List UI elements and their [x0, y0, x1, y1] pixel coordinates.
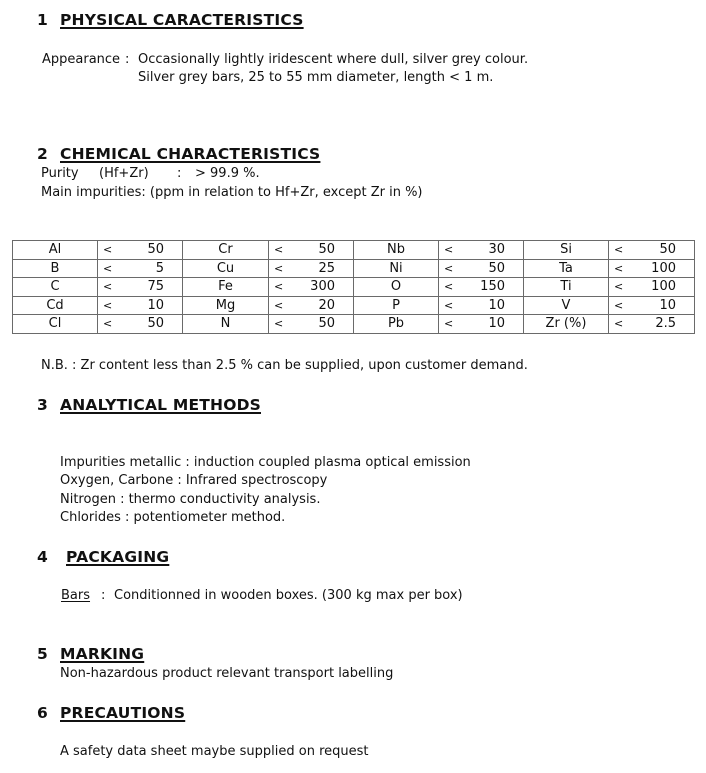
packaging-item-text: Conditionned in wooden boxes. (300 kg max per box) [114, 588, 463, 603]
precautions-text: A safety data sheet maybe supplied on request [60, 744, 369, 759]
element-cell: Nb [354, 241, 439, 260]
operator-cell: < [98, 241, 124, 260]
operator-cell: < [609, 278, 635, 297]
section-heading-analytical [37, 396, 261, 414]
section-title: ANALYTICAL METHODS [60, 396, 261, 414]
value-cell: 30 [465, 241, 524, 260]
operator-cell: < [609, 296, 635, 315]
section-number: 3 [37, 396, 48, 414]
value-cell: 10 [465, 296, 524, 315]
section-number: 6 [37, 704, 48, 722]
operator-cell: < [269, 296, 295, 315]
element-cell: Cl [13, 315, 98, 334]
section-number: 5 [37, 645, 48, 663]
operator-cell: < [98, 315, 124, 334]
section-heading-chemical [37, 145, 320, 163]
element-cell: Cr [183, 241, 269, 260]
operator-cell: < [609, 241, 635, 260]
appearance-colon: : [125, 52, 130, 67]
method-line-3: Nitrogen : thermo conductivity analysis. [60, 492, 321, 507]
operator-cell: < [98, 296, 124, 315]
value-cell: 50 [295, 241, 354, 260]
value-cell: 20 [295, 296, 354, 315]
operator-cell: < [609, 259, 635, 278]
purity-colon: : [177, 166, 182, 181]
operator-cell: < [439, 259, 465, 278]
section-number: 1 [37, 11, 48, 29]
purity-value: > 99.9 %. [195, 166, 260, 181]
value-cell: 75 [124, 278, 183, 297]
value-cell: 100 [635, 259, 695, 278]
table-row [13, 296, 695, 315]
section-title: MARKING [60, 645, 145, 663]
element-cell: Cd [13, 296, 98, 315]
value-cell: 50 [295, 315, 354, 334]
element-cell: Zr (%) [524, 315, 609, 334]
element-cell: V [524, 296, 609, 315]
element-cell: B [13, 259, 98, 278]
element-cell: Pb [354, 315, 439, 334]
method-line-2: Oxygen, Carbone : Infrared spectroscopy [60, 473, 328, 488]
section-title: PHYSICAL CARACTERISTICS [60, 11, 304, 29]
operator-cell: < [98, 259, 124, 278]
operator-cell: < [439, 315, 465, 334]
element-cell: Ni [354, 259, 439, 278]
appearance-label: Appearance [42, 52, 121, 67]
table-row [13, 315, 695, 334]
value-cell: 50 [465, 259, 524, 278]
appearance-line-2: Silver grey bars, 25 to 55 mm diameter, length < 1 m. [138, 70, 494, 85]
operator-cell: < [269, 278, 295, 297]
nb-note: N.B. : Zr content less than 2.5 % can be supplied, upon customer demand. [41, 358, 528, 373]
method-line-1: Impurities metallic : induction coupled plasma optical emission [60, 455, 471, 470]
value-cell: 5 [124, 259, 183, 278]
element-cell: Al [13, 241, 98, 260]
appearance-line-1: Occasionally lightly iridescent where dull, silver grey colour. [138, 52, 529, 67]
element-cell: N [183, 315, 269, 334]
value-cell: 50 [124, 241, 183, 260]
value-cell: 25 [295, 259, 354, 278]
operator-cell: < [269, 315, 295, 334]
value-cell: 10 [124, 296, 183, 315]
section-number: 4 [37, 548, 48, 566]
impurities-table [12, 240, 695, 334]
element-cell: Si [524, 241, 609, 260]
section-number: 2 [37, 145, 48, 163]
marking-text: Non-hazardous product relevant transport labelling [60, 666, 394, 681]
element-cell: Cu [183, 259, 269, 278]
value-cell: 10 [465, 315, 524, 334]
element-cell: Fe [183, 278, 269, 297]
section-title: PRECAUTIONS [60, 704, 186, 722]
element-cell: Mg [183, 296, 269, 315]
value-cell: 150 [465, 278, 524, 297]
element-cell: P [354, 296, 439, 315]
table-row [13, 241, 695, 260]
packaging-item-label: Bars [61, 588, 91, 603]
element-cell: C [13, 278, 98, 297]
value-cell: 50 [124, 315, 183, 334]
operator-cell: < [609, 315, 635, 334]
operator-cell: < [269, 259, 295, 278]
section-heading-precautions [37, 704, 185, 722]
value-cell: 100 [635, 278, 695, 297]
element-cell: Ta [524, 259, 609, 278]
operator-cell: < [439, 241, 465, 260]
operator-cell: < [269, 241, 295, 260]
value-cell: 50 [635, 241, 695, 260]
purity-basis: (Hf+Zr) [99, 166, 149, 181]
section-title: PACKAGING [66, 548, 170, 566]
operator-cell: < [98, 278, 124, 297]
section-heading-marking [37, 645, 144, 663]
element-cell: O [354, 278, 439, 297]
element-cell: Ti [524, 278, 609, 297]
method-line-4: Chlorides : potentiometer method. [60, 510, 286, 525]
table-row [13, 278, 695, 297]
section-heading-packaging [37, 548, 169, 566]
value-cell: 10 [635, 296, 695, 315]
value-cell: 2.5 [635, 315, 695, 334]
purity-label: Purity [41, 166, 79, 181]
operator-cell: < [439, 278, 465, 297]
packaging-colon: : [101, 588, 106, 603]
section-heading-physical [37, 11, 304, 29]
table-row [13, 259, 695, 278]
section-title: CHEMICAL CHARACTERISTICS [60, 145, 321, 163]
value-cell: 300 [295, 278, 354, 297]
impurities-caption: Main impurities: (ppm in relation to Hf+Zr, except Zr in %) [41, 185, 423, 200]
operator-cell: < [439, 296, 465, 315]
